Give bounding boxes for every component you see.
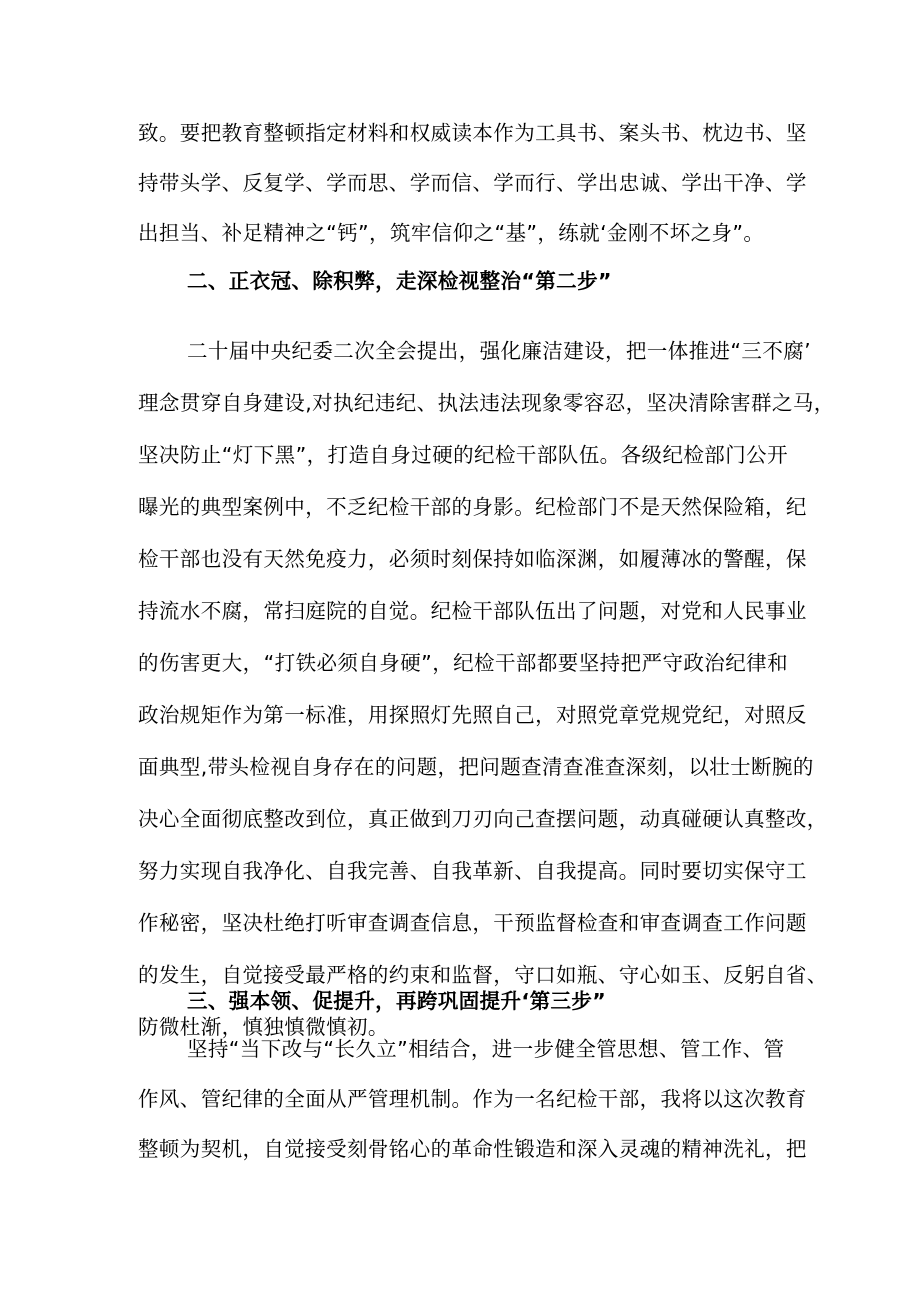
text-line: 政治规矩作为第一标准，用探照灯先照自己，对照党章党规党纪，对照反 [138, 703, 807, 727]
text-line: 理念贯穿自身建设,对执纪违纪、执法违法现象零容忍，坚决清除害群之马， [138, 391, 835, 415]
text-line: 面典型,带头检视自身存在的问题，把问题查清查准查深刻，以壮士断腕的 [138, 755, 814, 779]
text-line: 坚决防止“灯下黑”，打造自身过硬的纪检干部队伍。各级纪检部门公开 [138, 443, 788, 467]
section-heading-text: 三、强本领、促提升，再跨巩固提升‘第三步” [187, 989, 607, 1013]
text-line: 致。要把教育整顿指定材料和权威读本作为工具书、案头书、枕边书、坚 [138, 121, 807, 145]
text-line: 持带头学、反复学、学而思、学而信、学而行、学出忠诚、学出干净、学 [138, 171, 807, 195]
text-line: 坚持“当下改与“长久立”相结合，进一步健全管思想、管工作、管 [187, 1037, 785, 1061]
section-heading-text: 二、正衣冠、除积弊，走深检视整治“第二步” [187, 269, 612, 293]
text-line: 的发生，自觉接受最严格的约束和监督，守口如瓶、守心如玉、反躬自省、 [138, 963, 828, 987]
text-line: 作秘密，坚决杜绝打听审查调查信息，干预监督检查和审查调查工作问题 [138, 911, 807, 935]
text-line: 努力实现自我净化、自我完善、自我革新、自我提高。同时要切实保守工 [138, 859, 807, 883]
text-line: 作风、管纪律的全面从严管理机制。作为一名纪检干部，我将以这次教育 [138, 1087, 807, 1111]
text-line: 二十届中央纪委二次全会提出，强化廉洁建设，把一体推进“三不腐’ [187, 339, 812, 363]
text-line: 出担当、补足精神之“钙”，筑牢信仰之“基”，练就‘金刚不坏之身”。 [138, 221, 765, 245]
text-line: 曝光的典型案例中，不乏纪检干部的身影。纪检部门不是天然保险箱，纪 [138, 495, 807, 519]
text-line: 的伤害更大，“打铁必须自身硬”，纪检干部都要坚持把严守政治纪律和 [138, 651, 788, 675]
text-line: 决心全面彻底整改到位，真正做到刀刃向己查摆问题，动真碰硬认真整改， [138, 807, 828, 831]
text-line: 持流水不腐，常扫庭院的自觉。纪检干部队伍出了问题，对党和人民事业 [138, 599, 807, 623]
text-line: 整顿为契机，自觉接受刻骨铭心的革命性锻造和深入灵魂的精神洗礼，把 [138, 1137, 807, 1161]
text-line: 防微杜渐，慎独慎微慎初。 [138, 1015, 389, 1039]
text-line: 检干部也没有天然免疫力，必须时刻保持如临深渊，如履薄冰的警醒，保 [138, 547, 807, 571]
